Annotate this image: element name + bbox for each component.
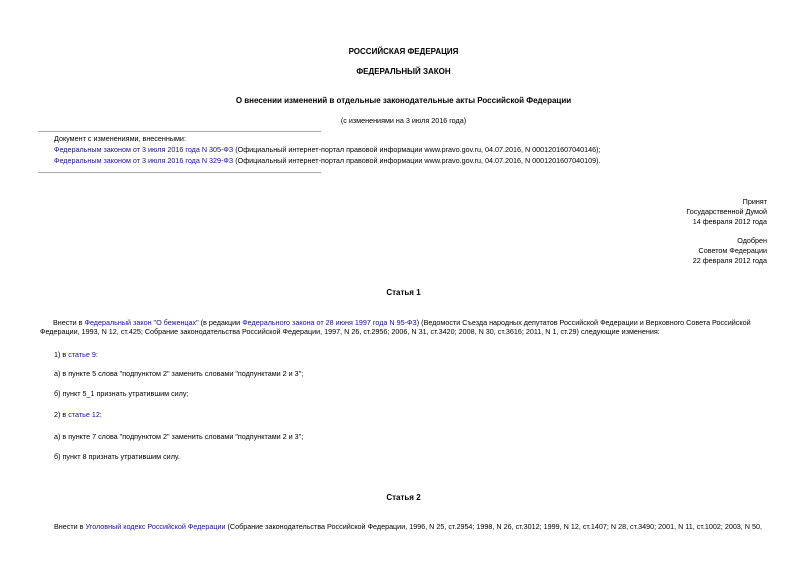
adopted-by: Государственной Думой xyxy=(686,207,767,216)
revision-note: (с изменениями на 3 июля 2016 года) xyxy=(340,116,467,125)
refugees-law-link[interactable]: Федеральный закон "О беженцах" xyxy=(84,318,199,327)
article-1-item-1b: б) пункт 5_1 признать утратившим силу; xyxy=(54,389,189,398)
approved-by: Советом Федерации xyxy=(698,246,767,255)
approved-label: Одобрен xyxy=(737,236,767,245)
adopted-label: Принят xyxy=(742,197,767,206)
text: : xyxy=(95,350,98,359)
amendments-top-divider xyxy=(38,131,321,132)
amendments-bottom-divider xyxy=(38,172,321,173)
article-9-link[interactable]: статье 9 xyxy=(68,350,96,359)
amendment-item xyxy=(54,145,601,154)
document-title: О внесении изменений в отдельные законодательные акты Российской Федерации xyxy=(235,96,572,105)
law-95-fz-link[interactable]: Федерального закона от 28 июня 1997 года N 95-ФЗ xyxy=(242,318,417,327)
text: 2) в xyxy=(54,410,69,419)
country-heading: РОССИЙСКАЯ ФЕДЕРАЦИЯ xyxy=(348,47,459,56)
article-1-heading: Статья 1 xyxy=(386,288,421,297)
article-1-item-2a: а) в пункте 7 слова "подпунктом 2" заменить словами "подпунктами 2 и 3"; xyxy=(54,432,304,441)
law-type-heading: ФЕДЕРАЛЬНЫЙ ЗАКОН xyxy=(356,67,451,76)
amendment-link-329[interactable]: Федеральным законом от 3 июля 2016 года N 329-ФЗ xyxy=(54,156,234,165)
amendment-link-305[interactable]: Федеральным законом от 3 июля 2016 года N 305-ФЗ xyxy=(54,145,234,154)
article-2-paragraph xyxy=(54,522,762,531)
amendment-item xyxy=(54,156,601,165)
text: : xyxy=(99,410,102,419)
text: (Собрание законодательства Российской Федерации, 1996, N 25, ст.2954; 1998, N 26, ст.3012; 1999, N 12, ст.1407; N 28, ст.3490; 2001, N 11, ст.1002; 2003, N 50, xyxy=(225,522,762,531)
criminal-code-link[interactable]: Уголовный кодекс Российской Федерации xyxy=(85,522,226,531)
text: Внести в xyxy=(53,318,85,327)
text: 1) в xyxy=(54,350,69,359)
text: ) (Ведомости Съезда народных депутатов Российской Федерации и Верховного Совета Российской Федерации, 1993, N 12, ст.425; Собрание законодательства Российской Федерации, 1997, N 26, ст.2956; 2006, N 31, ст.3420; 2008, N 30, ст.3616; 2011, N 1, ст.29) следующие изменения: xyxy=(40,318,751,336)
article-1-item-2b: б) пункт 8 признать утратившим силу. xyxy=(54,452,180,461)
article-12-link[interactable]: статье 12 xyxy=(68,410,100,419)
amendment-source: (Официальный интернет-портал правовой информации www.pravo.gov.ru, 04.07.2016, N 0001201607040146); xyxy=(233,145,601,154)
adopted-date: 14 февраля 2012 года xyxy=(692,217,767,226)
text: (в редакции xyxy=(198,318,243,327)
text: Внести в xyxy=(54,522,86,531)
article-1-paragraph xyxy=(40,318,770,336)
article-1-item-1 xyxy=(54,350,98,359)
amendment-source: (Официальный интернет-портал правовой информации www.pravo.gov.ru, 04.07.2016, N 0001201607040109). xyxy=(233,156,601,165)
approved-date: 22 февраля 2012 года xyxy=(692,256,767,265)
amendments-intro: Документ с изменениями, внесенными: xyxy=(54,134,186,143)
article-1-item-1a: а) в пункте 5 слова "подпунктом 2" заменить словами "подпунктами 2 и 3"; xyxy=(54,369,304,378)
article-2-heading: Статья 2 xyxy=(386,493,421,502)
article-1-item-2 xyxy=(54,410,102,419)
